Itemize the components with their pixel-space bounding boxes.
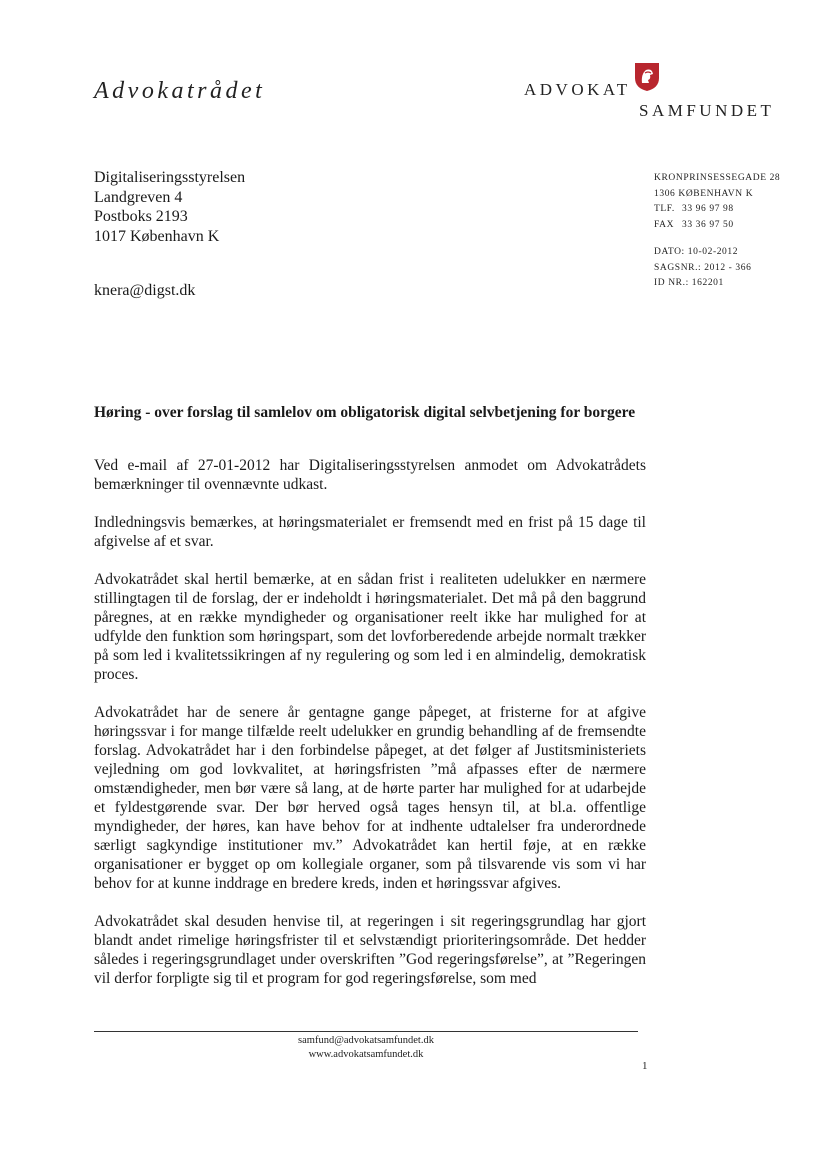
- footer-email: samfund@advokatsamfundet.dk: [298, 1035, 434, 1046]
- logo-text-samfundet: SAMFUNDET: [639, 101, 775, 120]
- phone-label: TLF.: [654, 204, 675, 214]
- sender-phone: [654, 202, 780, 218]
- brand-advokatraadet: Advokatrådet: [94, 78, 266, 104]
- sender-fax: [654, 218, 780, 234]
- case-number: SAGSNR.: 2012 - 366: [654, 262, 752, 273]
- shield-helmet-icon: [634, 62, 660, 92]
- recipient-name: Digitaliseringsstyrelsen: [94, 169, 246, 186]
- recipient-postbox: Postboks 2193: [94, 208, 188, 225]
- id-number: ID NR.: 162201: [654, 278, 724, 288]
- recipient-address: [94, 168, 245, 246]
- body-paragraph: Ved e-mail af 27-01-2012 har Digitaliseringsstyrelsen anmodet om Advokatrådets bemærkninger til ovennævnte udkast.: [94, 457, 646, 493]
- footer: [94, 1034, 638, 1062]
- body-paragraph: Indledningsvis bemærkes, at høringsmaterialet er fremsendt med en frist på 15 dage til afgivelse af et svar.: [94, 514, 646, 550]
- recipient-email: knera@digst.dk: [94, 282, 196, 299]
- letter-body: [94, 456, 646, 1007]
- fax-number: 33 36 97 50: [682, 219, 734, 230]
- phone-number: 33 96 97 98: [682, 204, 734, 214]
- recipient-street: Landgreven 4: [94, 188, 183, 206]
- footer-website: www.advokatsamfundet.dk: [308, 1049, 424, 1060]
- page-number: 1: [642, 1060, 648, 1072]
- fax-label: FAX: [654, 219, 675, 230]
- letter-subject: Høring - over forslag til samlelov om obligatorisk digital selvbetjening for borgere: [94, 404, 636, 421]
- body-paragraph: Advokatrådet har de senere år gentagne gange påpeget, at fristerne for at afgive høringssvar i for mange tilfælde reelt udelukker en grundig behandling af de fremsendte forslag. Advokatrådet har i den forbindelse påpeget, at det følger af Justitsministeriets vejledning om god lovkvalitet, at høringsfristen ”må afpasses efter de nærmere omstændigheder, men bør være så lang, at de hørte parter har mulighed for at udarbejde et fyldestgørende svar. Der bør herved også tages hensyn til, at bl.a. offentlige myndigheder, der høres, kan have behov for at indhente udtalelser fra underordnede særligt sagkyndige institutioner mv.” Advokatrådet kan hertil føje, at en række organisationer er bygget op om kollegiale organer, som på tilsvarende vis som vi har behov for at kunne inddrage en bredere kreds, inden et høringssvar afgives.: [94, 704, 646, 892]
- letter-date: DATO: 10-02-2012: [654, 247, 739, 257]
- footer-divider: [94, 1031, 638, 1032]
- logo-text-advokat: ADVOKAT: [524, 80, 631, 99]
- body-paragraph: Advokatrådet skal hertil bemærke, at en sådan frist i realiteten udelukker en nærmere stillingtagen til de forslag, der er indeholdt i høringsmaterialet. Det må på den baggrund påregnes, at en række myndigheder og organisationer reelt ikke har mulighed for at udfylde den funktion som høringspart, som det lovforberedende arbejde normalt trækker på som led i kvalitetssikringen af ny regulering og som led i en almindelig, demokratisk proces.: [94, 571, 646, 683]
- recipient-city: 1017 København K: [94, 227, 220, 245]
- body-paragraph: Advokatrådet skal desuden henvise til, at regeringen i sit regeringsgrundlag har gjort blandt andet rimelige høringsfrister til et selvstændigt prioriteringsområde. Det hedder således i regeringsgrundlaget under overskriften ”God regeringsførelse”, at ”Regeringen vil derfor forpligte sig til et program for god regeringsførelse, som med: [94, 913, 646, 987]
- sender-address-line2: 1306 KØBENHAVN K: [654, 188, 754, 199]
- sender-contact-block: [654, 171, 780, 292]
- sender-address-line1: KRONPRINSESSEGADE 28: [654, 173, 781, 183]
